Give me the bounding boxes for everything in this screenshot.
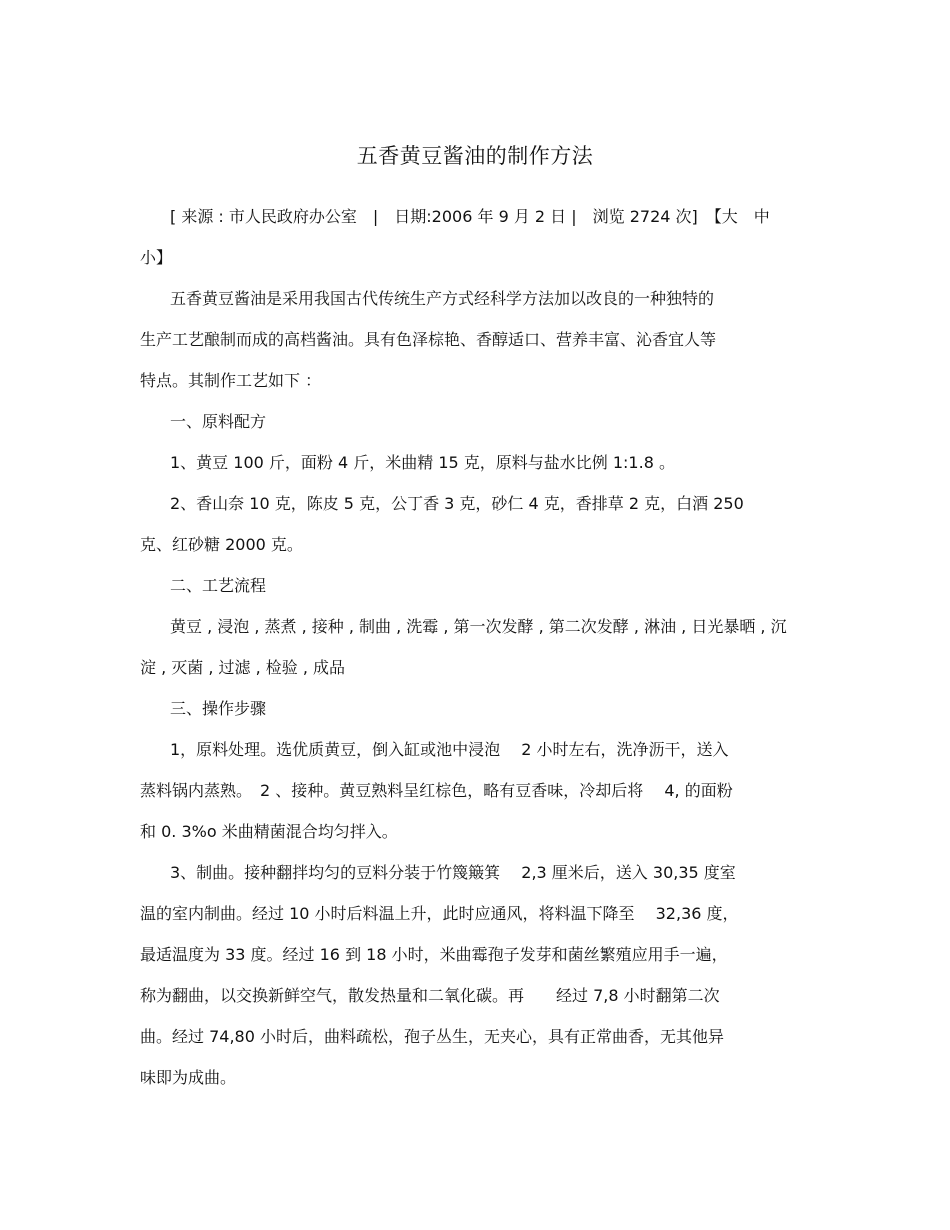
- step-paragraph-line: 味即为成曲。: [140, 1068, 237, 1087]
- step-paragraph-line: 最适温度为 33 度。经过 16 到 18 小时，米曲霉孢子发芽和菌丝繁殖应用手一遍，: [140, 945, 728, 964]
- page-title: 五香黄豆酱油的制作方法: [356, 144, 594, 168]
- source-info-line: [ 来源 : 市人民政府办公室 | 日期:2006 年 9 月 2 日 | 浏览 2724 次] 【大 中: [170, 207, 770, 226]
- step-paragraph-line: 温的室内制曲。经过 10 小时后料温上升，此时应通风，将料温下降至 32,36 度，: [140, 904, 739, 923]
- step-paragraph-line: 称为翻曲，以交换新鲜空气，散发热量和二氧化碳。再 经过 7,8 小时翻第二次: [140, 986, 720, 1005]
- ingredient-item-line: 2、香山奈 10 克，陈皮 5 克，公丁香 3 克，砂仁 4 克，香排草 2 克，白酒 250: [170, 494, 744, 513]
- intro-paragraph-line: 五香黄豆酱油是采用我国古代传统生产方式经科学方法加以改良的一种独特的: [170, 289, 715, 308]
- section-heading-ingredients: 一、原料配方: [170, 412, 267, 431]
- process-flow-line: 黄豆 , 浸泡 , 蒸煮 , 接种 , 制曲 , 洗霉 , 第一次发酵 , 第二次发酵 , 淋油 , 日光暴晒 , 沉: [170, 617, 787, 636]
- ingredient-item-line: 1、黄豆 100 斤，面粉 4 斤，米曲精 15 克，原料与盐水比例 1:1.8 。: [170, 453, 675, 472]
- intro-paragraph-line: 特点。其制作工艺如下 ：: [140, 371, 322, 390]
- ingredient-item-line: 克、红砂糖 2000 克。: [140, 535, 303, 554]
- step-paragraph-line: 曲。经过 74,80 小时后，曲料疏松，孢子丛生，无夹心，具有正常曲香，无其他异: [140, 1027, 724, 1046]
- step-paragraph-line: 1，原料处理。选优质黄豆，倒入缸或池中浸泡 2 小时左右，洗净沥干，送入: [170, 740, 729, 759]
- process-flow-line: 淀 , 灭菌 , 过滤 , 检验 , 成品: [140, 658, 346, 677]
- intro-paragraph-line: 生产工艺酿制而成的高档酱油。具有色泽棕艳、香醇适口、营养丰富、沁香宜人等: [140, 330, 717, 349]
- section-heading-steps: 三、操作步骤: [170, 699, 267, 718]
- source-info-line-continued: 小】: [140, 248, 173, 267]
- step-paragraph-line: 和 0. 3%o 米曲精菌混合均匀拌入。: [140, 822, 398, 841]
- step-paragraph-line: 3、制曲。接种翻拌均匀的豆料分装于竹篾簸箕 2,3 厘米后，送入 30,35 度室: [170, 863, 736, 882]
- step-paragraph-line: 蒸料锅内蒸熟。 2 、接种。黄豆熟料呈红棕色，略有豆香味，冷却后将 4, 的面粉: [140, 781, 733, 800]
- section-heading-process-flow: 二、工艺流程: [170, 576, 267, 595]
